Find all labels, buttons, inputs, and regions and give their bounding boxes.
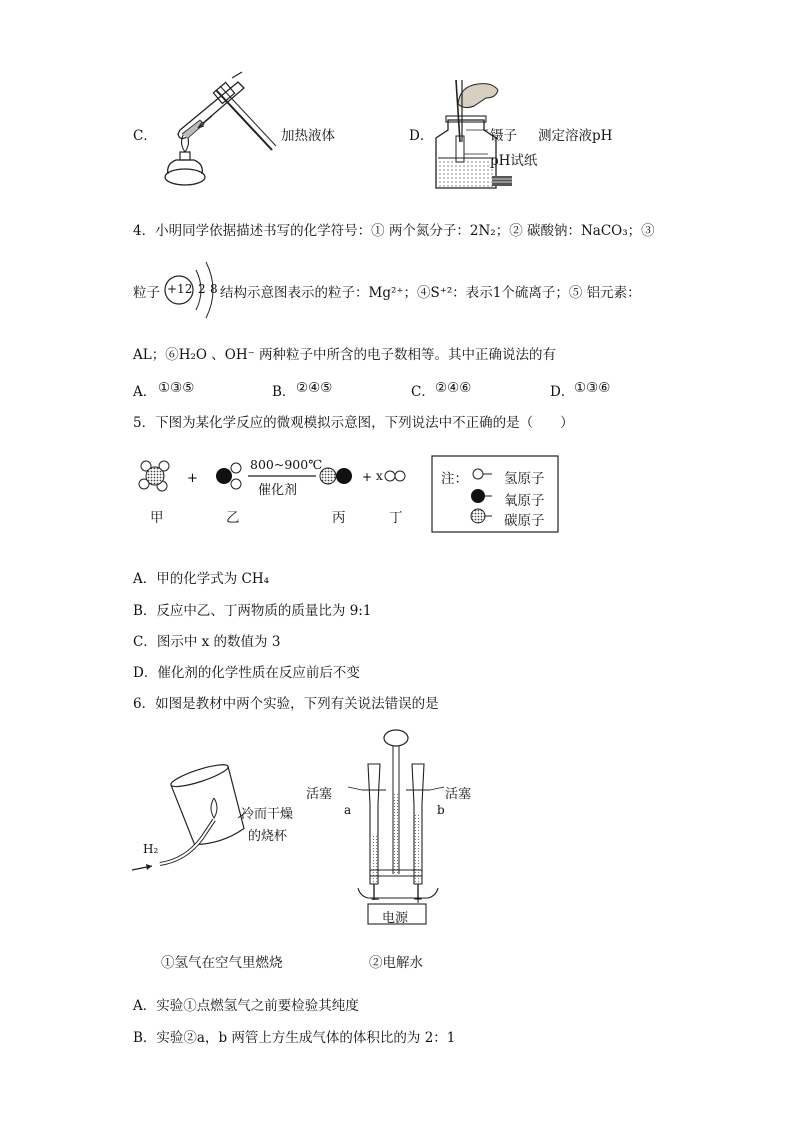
legend-hydrogen: 氢原子 — [504, 471, 545, 487]
power-source-label: 电源 — [382, 911, 409, 926]
q4-option-b-letter: B． — [272, 384, 296, 400]
atom-shell-1: 2 — [198, 282, 206, 296]
label-jia: 甲 — [150, 510, 164, 526]
beaker-label-2: 的烧杯 — [248, 829, 288, 844]
q6-stem: 6．如图是教材中两个实验，下列有关说法错误的是 — [133, 696, 439, 712]
tube-b-label: b — [437, 803, 445, 817]
stopcock-left-label: 活塞 — [306, 787, 333, 802]
q4-line1: 4．小明同学依据描述书写的化学符号：① 两个氮分子：2N₂；② 碳酸钠：NaCO₃；③ — [133, 223, 655, 239]
q4-option-d: ①③⑥ — [574, 380, 611, 396]
label-ding: 丁 — [389, 510, 403, 526]
q4-line3: AL；⑥H₂O 、OH⁻ 两种粒子中所含的电子数相等。其中正确说法的有 — [133, 347, 557, 363]
q4-line2: 结构示意图表示的粒子：Mg²⁺；④S⁺²：表示1个硫离子；⑤ 铝元素： — [220, 285, 641, 301]
q5-option-b: B．反应中乙、丁两物质的质量比为 9:1 — [133, 603, 372, 619]
option-d-caption: 测定溶液pH — [538, 128, 613, 144]
option-d-label: D． — [409, 128, 434, 144]
q6-option-a: A．实验①点燃氢气之前要检验其纯度 — [133, 998, 359, 1014]
q5-option-c: C．图示中 x 的数值为 3 — [133, 634, 281, 650]
legend-title: 注： — [441, 471, 468, 487]
caption-electrolysis: ②电解水 — [369, 955, 423, 971]
q5-option-d: D．催化剂的化学性质在反应前后不变 — [133, 665, 360, 681]
option-c-label: C． — [133, 128, 157, 144]
svg-text:+: + — [362, 470, 373, 484]
q6-option-b: B．实验②a，b 两管上方生成气体的体积比的为 2：1 — [133, 1030, 456, 1046]
atom-nucleus-charge: +12 — [167, 282, 193, 296]
q5-option-a: A．甲的化学式为 CH₄ — [133, 571, 270, 587]
label-yi: 乙 — [226, 510, 240, 526]
ph-paper-label: pH试纸 — [490, 153, 538, 169]
stopcock-right-label: 活塞 — [445, 787, 472, 802]
q5-stem: 5．下图为某化学反应的微观模拟示意图，下列说法中不正确的是（ ） — [133, 415, 574, 431]
q4-particle-prefix: 粒子 — [133, 285, 160, 301]
reaction-condition-top: 800~900℃ — [250, 457, 323, 472]
h2-label: H₂ — [143, 842, 159, 856]
electrode-plus: + — [413, 892, 424, 906]
x-coefficient: x — [376, 469, 383, 483]
q4-option-a-letter: A． — [133, 384, 157, 400]
option-c-caption: 加热液体 — [281, 128, 335, 144]
q4-option-a: ①③⑤ — [158, 380, 195, 396]
q4-option-c-letter: C． — [411, 384, 435, 400]
legend-carbon: 碳原子 — [504, 513, 545, 529]
tweezers-label: 镊子 — [490, 128, 517, 144]
q4-option-c: ②④⑥ — [435, 380, 472, 396]
legend-oxygen: 氧原子 — [504, 493, 545, 509]
reaction-condition-bottom: 催化剂 — [258, 483, 298, 498]
atom-shell-2: 8 — [210, 282, 218, 296]
ph-test-figure — [430, 76, 540, 196]
tube-a-label: a — [344, 803, 352, 817]
heating-liquid-figure — [160, 72, 280, 192]
caption-hydrogen-burning: ①氢气在空气里燃烧 — [161, 955, 283, 971]
electrode-minus: − — [370, 892, 381, 906]
label-bing: 丙 — [332, 510, 346, 526]
hydrogen-burning-figure — [130, 768, 270, 878]
q4-option-b: ②④⑤ — [296, 380, 333, 396]
beaker-label-1: 冷而干燥 — [241, 807, 294, 822]
q4-option-d-letter: D． — [550, 384, 575, 400]
svg-text:+: + — [187, 471, 198, 486]
